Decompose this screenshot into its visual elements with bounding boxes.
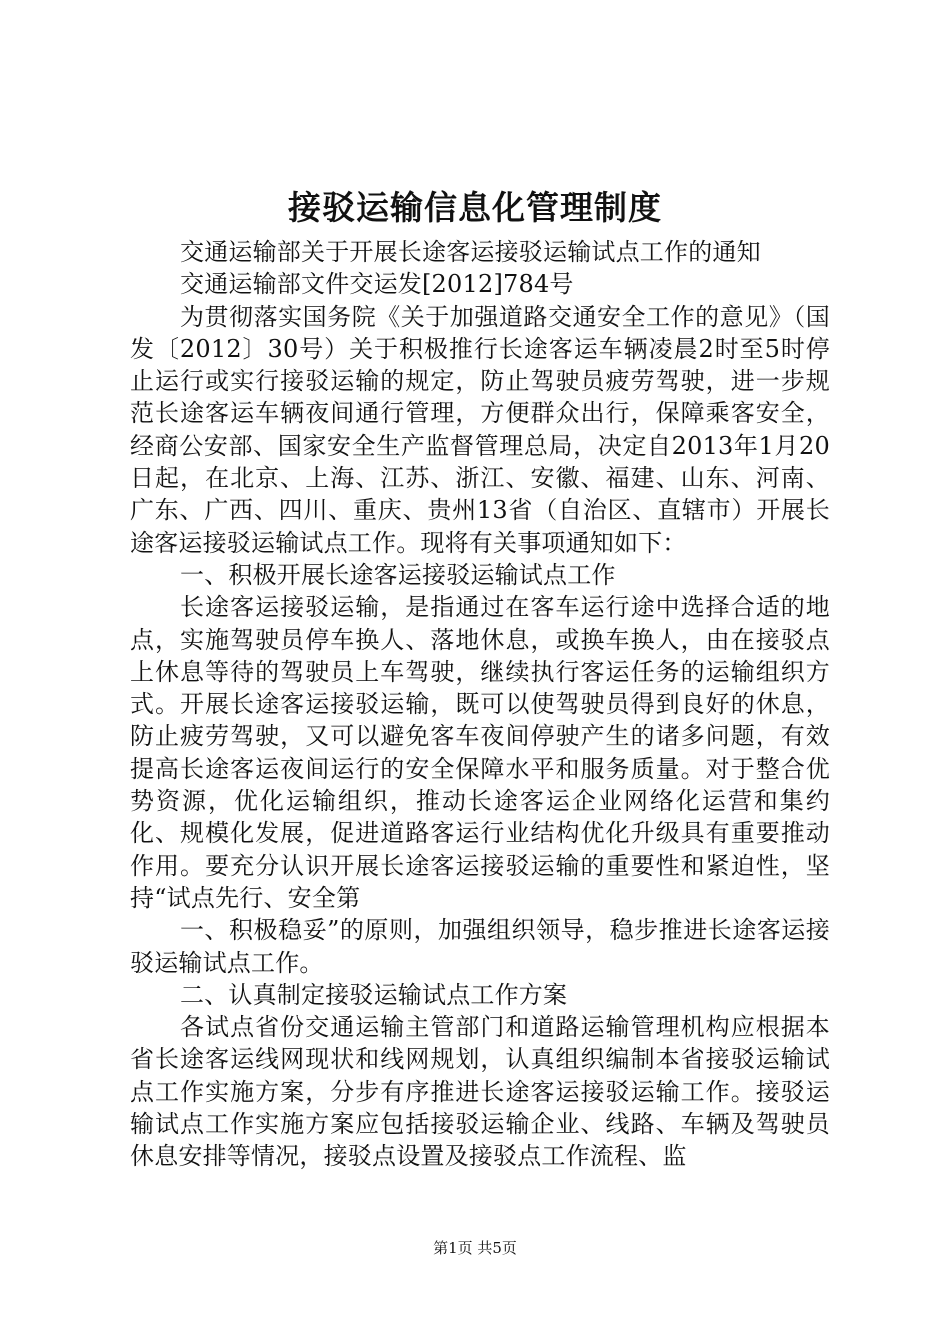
paragraph-section-2-body: 各试点省份交通运输主管部门和道路运输管理机构应根据本省长途客运线网现状和线网规划，认真组织编制本省接驳运输试点工作实施方案，分步有序推进长途客运接驳运输工作。接驳运输试点工作实施方案应包括接驳运输企业、线路、车辆及驾驶员休息安排等情况，接驳点设置及接驳点工作流程、监 (130, 1013, 830, 1171)
page-footer: 第1页 共5页 (433, 1239, 517, 1257)
paragraph-section-1-body: 长途客运接驳运输，是指通过在客车运行途中选择合适的地点，实施驾驶员停车换人、落地休息，或换车换人，由在接驳点上休息等待的驾驶员上车驾驶，继续执行客运任务的运输组织方式。开展长途客运接驳运输，既可以使驾驶员得到良好的休息，防止疲劳驾驶，又可以避免客车夜间停驶产生的诸多问题，有效提高长途客运夜间运行的安全保障水平和服务质量。对于整合优势资源，优化运输组织，推动长途客运企业网络化运营和集约化、规模化发展，促进道路客运行业结构优化升级具有重要推动作用。要充分认识开展长途客运接驳运输的重要性和紧迫性，坚持“试点先行、安全第 (130, 593, 830, 912)
document-title: 接驳运输信息化管理制度 (288, 188, 662, 227)
paragraph-intro: 为贯彻落实国务院《关于加强道路交通安全工作的意见》（国发〔2012〕30号）关于积极推行长途客运车辆凌晨2时至5时停止运行或实行接驳运输的规定，防止驾驶员疲劳驾驶，进一步规范长途客运车辆夜间通行管理，方便群众出行，保障乘客安全，经商公安部、国家安全生产监督管理总局，决定自2013年1月20日起，在北京、上海、江苏、浙江、安徽、福建、山东、河南、广东、广西、四川、重庆、贵州13省（自治区、直辖市）开展长途客运接驳运输试点工作。现将有关事项通知如下： (130, 302, 830, 557)
paragraph-document-number: 交通运输部文件交运发[2012]784号 (180, 270, 574, 299)
paragraph-section-1-continued: 一、积极稳妥”的原则，加强组织领导，稳步推进长途客运接驳运输试点工作。 (130, 916, 830, 977)
paragraph-notice-heading: 交通运输部关于开展长途客运接驳运输试点工作的通知 (180, 238, 761, 266)
section-heading-2: 二、认真制定接驳运输试点工作方案 (180, 980, 568, 1009)
section-heading-1: 一、积极开展长途客运接驳运输试点工作 (180, 560, 616, 589)
document-body (130, 236, 830, 1173)
